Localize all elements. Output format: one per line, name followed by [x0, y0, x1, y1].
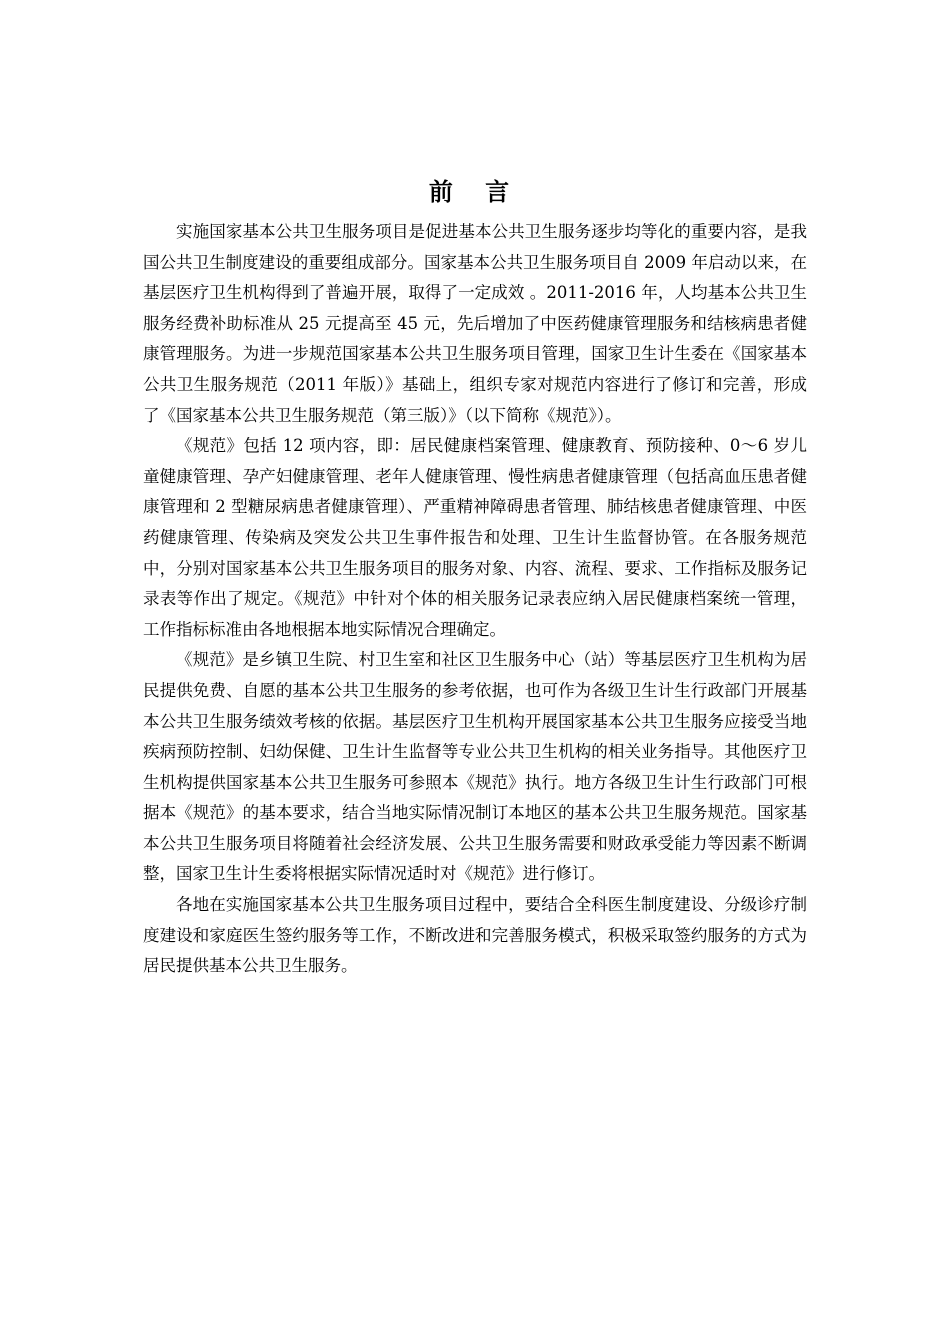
paragraph-3: 《规范》是乡镇卫生院、村卫生室和社区卫生服务中心（站）等基层医疗卫生机构为居民提供免费、自愿的基本公共卫生服务的参考依据，也可作为各级卫生计生行政部门开展基本公共卫生服务绩效考核的依据。基层医疗卫生机构开展国家基本公共卫生服务应接受当地疾病预防控制、妇幼保健、卫生计生监督等专业公共卫生机构的相关业务指导。其他医疗卫生机构提供国家基本公共卫生服务可参照本《规范》执行。地方各级卫生计生行政部门可根据本《规范》的基本要求，结合当地实际情况制订本地区的基本公共卫生服务规范。国家基本公共卫生服务项目将随着社会经济发展、公共卫生服务需要和财政承受能力等因素不断调整，国家卫生计生委将根据实际情况适时对《规范》进行修订。: [143, 650, 807, 884]
page-title: 前 言: [428, 177, 522, 206]
paragraph-2: 《规范》包括 12 项内容，即：居民健康档案管理、健康教育、预防接种、0～6 岁儿童健康管理、孕产妇健康管理、老年人健康管理、慢性病患者健康管理（包括高血压患者健康管理和 2 型糖尿病患者健康管理）、严重精神障碍患者管理、肺结核患者健康管理、中医药健康管理、传染病及突发公共卫生事件报告和处理、卫生计生监督协管。在各服务规范中，分别对国家基本公共卫生服务项目的服务对象、内容、流程、要求、工作指标及服务记录表等作出了规定。《规范》中针对个体的相关服务记录表应纳入居民健康档案统一管理，工作指标标准由各地根据本地实际情况合理确定。: [143, 436, 807, 639]
paragraph-1: 实施国家基本公共卫生服务项目是促进基本公共卫生服务逐步均等化的重要内容，是我国公共卫生制度建设的重要组成部分。国家基本公共卫生服务项目自 2009 年启动以来，在基层医疗卫生机构得到了普遍开展，取得了一定成效 。2011-2016 年，人均基本公共卫生服务经费补助标准从 25 元提高至 45 元，先后增加了中医药健康管理服务和结核病患者健康管理服务。为进一步规范国家基本公共卫生服务项目管理，国家卫生计生委在《国家基本公共卫生服务规范（2011 年版）》基础上，组织专家对规范内容进行了修订和完善，形成了《国家基本公共卫生服务规范（第三版）》（以下简称《规范》）。: [143, 222, 807, 425]
paragraph-4: 各地在实施国家基本公共卫生服务项目过程中，要结合全科医生制度建设、分级诊疗制度建设和家庭医生签约服务等工作，不断改进和完善服务模式，积极采取签约服务的方式为居民提供基本公共卫生服务。: [143, 895, 807, 976]
preface-body: [143, 217, 807, 982]
